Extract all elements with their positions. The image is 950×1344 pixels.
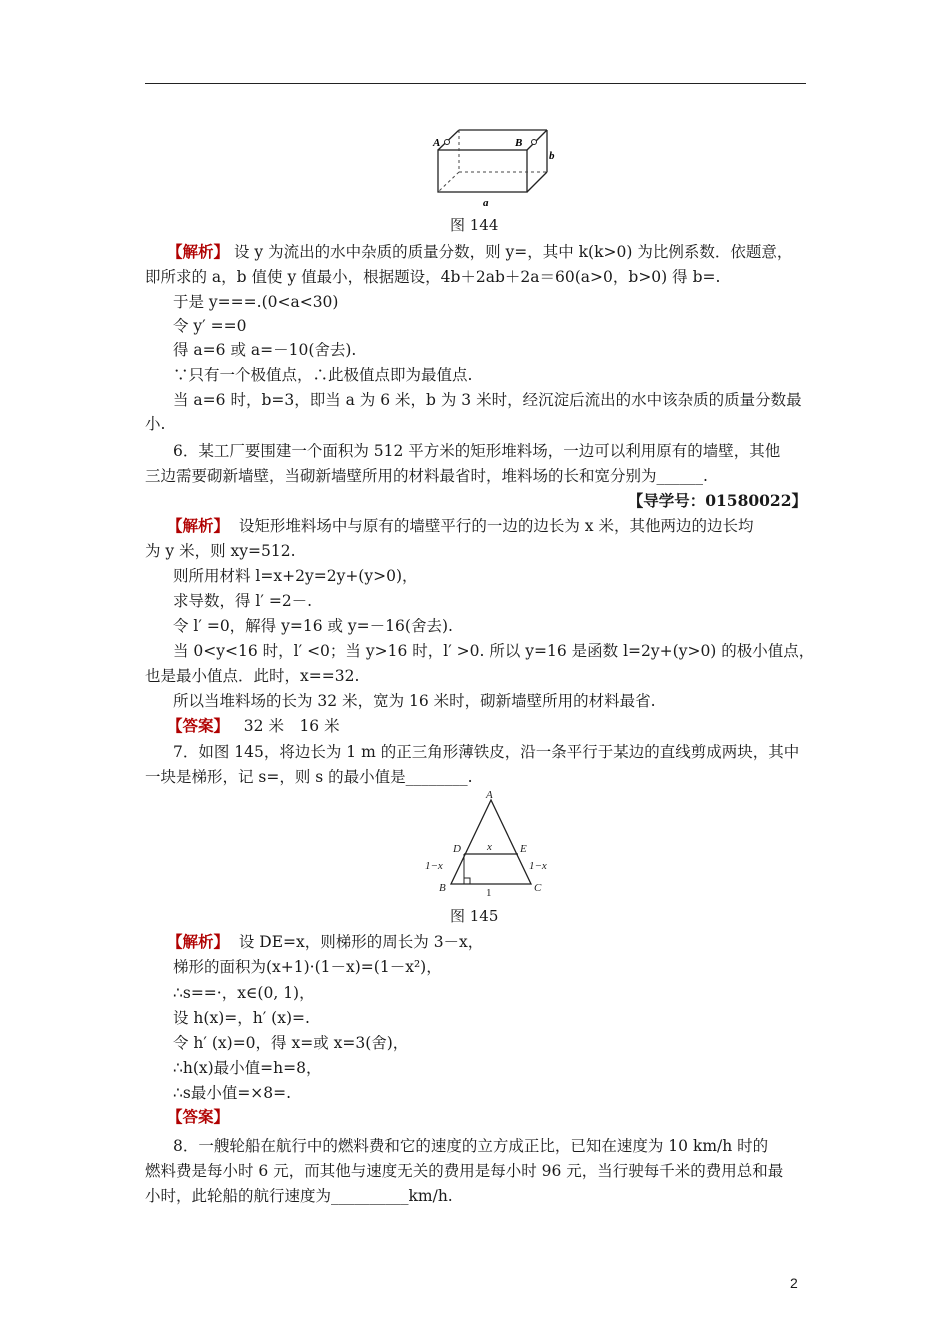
q6-answer-text: 32 米 16 米 <box>243 717 340 735</box>
q7-text-1: 设 DE=x，则梯形的周长为 3－x， <box>238 933 484 951</box>
fig145-label-left: 1−x <box>425 860 443 872</box>
q7-analysis-6: ∴h(x)最小值=h=8， <box>173 1059 322 1077</box>
answer-tag: 【答案】 <box>167 1107 230 1126</box>
s5-line-3: 于是 y===.(0<a<30) <box>173 293 339 311</box>
figure-144-box <box>425 122 560 210</box>
page-number: 2 <box>790 1275 798 1291</box>
s5-line-4: 令 y′ ==0 <box>173 317 247 335</box>
q6-analysis-1 <box>167 516 753 536</box>
q7-line-1: 7．如图 145，将边长为 1 m 的正三角形薄铁皮，沿一条平行于某边的直线剪成两块，其中 <box>173 743 800 761</box>
q7-analysis-5: 令 h′ (x)=0，得 x=或 x=3(舍)， <box>173 1034 409 1052</box>
analysis-tag: 【解析】 <box>167 242 230 261</box>
fig145-label-C: C <box>534 882 542 894</box>
fig144-label-b: b <box>549 150 555 162</box>
q7-analysis-4: 设 h(x)=，h′ (x)=. <box>173 1009 310 1027</box>
analysis-tag: 【解析】 <box>167 932 230 951</box>
fig145-label-A: A <box>486 790 493 801</box>
q7-analysis-1 <box>167 932 483 952</box>
q6-line-1: 6．某工厂要围建一个面积为 512 平方米的矩形堆料场，一边可以利用原有的墙壁，其他 <box>173 442 781 460</box>
q7-line-2: 一块是梯形，记 s=，则 s 的最小值是________. <box>145 768 473 786</box>
fig144-label-A: A <box>433 137 441 149</box>
q6-analysis-2: 为 y 米，则 xy=512. <box>145 542 296 560</box>
fig144-label-a: a <box>483 197 489 209</box>
q7-analysis-7: ∴s最小值=×8=. <box>173 1084 292 1102</box>
q6-line-2: 三边需要砌新墙壁，当砌新墙壁所用的材料最省时，堆料场的长和宽分别为______. <box>145 467 708 485</box>
q7-answer <box>167 1107 229 1127</box>
fig144-label-B: B <box>515 137 523 149</box>
q6-answer <box>167 716 340 736</box>
q6-analysis-8: 所以当堆料场的长为 32 米，宽为 16 米时，砌新墙壁所用的材料最省. <box>173 692 656 710</box>
q7-analysis-3: ∴s==·，x∈(0, 1)， <box>173 984 315 1002</box>
q6-analysis-3: 则所用材料 l=x+2y=2y+(y>0)， <box>173 567 418 585</box>
fig145-label-D: D <box>453 843 461 855</box>
figure-145-caption: 图 145 <box>450 907 499 925</box>
fig145-label-right: 1−x <box>529 860 547 872</box>
fig145-label-B: B <box>439 882 446 894</box>
fig145-label-x: x <box>487 841 492 853</box>
q6-text-1: 设矩形堆料场中与原有的墙壁平行的一边的边长为 x 米，其他两边的边长均 <box>238 517 754 535</box>
q6-guide-ref: 【导学号：01580022】 <box>627 491 807 510</box>
q8-line-2: 燃料费是每小时 6 元，而其他与速度无关的费用是每小时 96 元，当行驶每千米的费用总和最 <box>145 1162 784 1180</box>
q6-analysis-4: 求导数，得 l′ =2－. <box>173 592 313 610</box>
answer-tag: 【答案】 <box>167 716 230 735</box>
q8-line-1: 8．一艘轮船在航行中的燃料费和它的速度的立方成正比，已知在速度为 10 km/h 时的 <box>173 1137 769 1155</box>
figure-144-caption: 图 144 <box>450 216 499 234</box>
q8-line-3: 小时，此轮船的航行速度为__________km/h. <box>145 1187 453 1205</box>
fig145-label-1: 1 <box>486 887 492 898</box>
s5-text-1: 设 y 为流出的水中杂质的质量分数，则 y=，其中 k(k>0) 为比例系数．依题意， <box>233 243 793 261</box>
s5-line-7: 当 a=6 时，b=3，即当 a 为 6 米，b 为 3 米时，经沉淀后流出的水中该杂质的质量分数最 <box>173 391 802 409</box>
figure-145-triangle <box>425 790 555 898</box>
q6-analysis-5: 令 l′ =0，解得 y=16 或 y=－16(舍去). <box>173 617 453 635</box>
s5-line-6: ∵只有一个极值点，∴此极值点即为最值点. <box>173 366 473 384</box>
header-rule <box>145 83 806 84</box>
s5-line-5: 得 a=6 或 a=－10(舍去). <box>173 341 357 359</box>
q6-analysis-7: 也是最小值点．此时，x==32. <box>145 667 360 685</box>
fig145-label-E: E <box>520 843 527 855</box>
s5-line-2: 即所求的 a，b 值使 y 值最小，根据题设，4b＋2ab＋2a＝60(a>0，b>0) 得 b=. <box>145 268 721 286</box>
s5-line-8: 小. <box>145 415 166 433</box>
q7-analysis-2: 梯形的面积为(x+1)·(1－x)=(1－x²)， <box>173 958 442 976</box>
q6-analysis-6: 当 0<y<16 时，l′ <0；当 y>16 时，l′ >0. 所以 y=16 是函数 l=2y+(y>0) 的极小值点， <box>173 642 815 660</box>
analysis-tag: 【解析】 <box>167 516 230 535</box>
s5-line-1 <box>167 242 792 262</box>
